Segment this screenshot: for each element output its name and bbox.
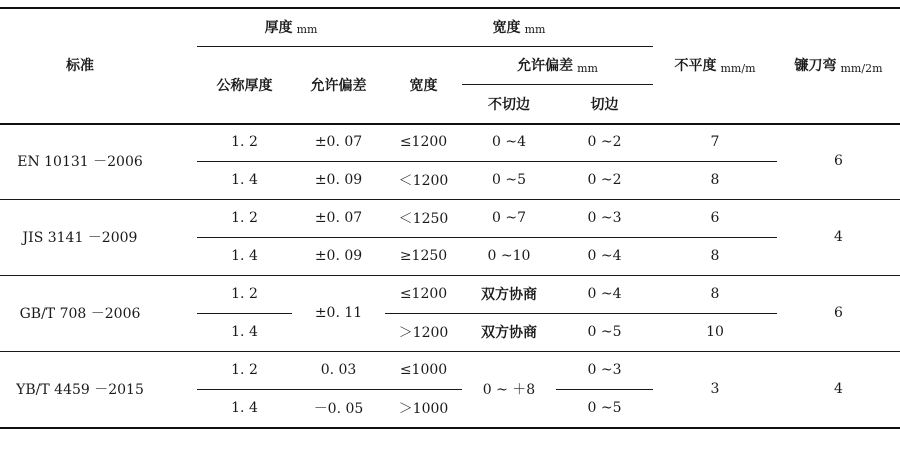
yb-cut-2: 0 ~5 bbox=[587, 400, 622, 416]
yb-cut-1: 0 ~3 bbox=[587, 362, 622, 378]
en-cut-2: 0 ~2 bbox=[587, 172, 622, 188]
table-bottom-rule bbox=[0, 427, 900, 429]
en-tolerance-1: ±0. 07 bbox=[314, 134, 363, 150]
header-cut-edge: 切边 bbox=[590, 96, 619, 113]
jis-flatness-2: 8 bbox=[710, 248, 720, 264]
en-standard: EN 10131 －2006 bbox=[17, 154, 143, 170]
yb-tolerance-1: 0. 03 bbox=[320, 362, 357, 378]
jis-thickness-2: 1. 4 bbox=[231, 248, 258, 264]
header-width: 宽度 bbox=[409, 77, 438, 94]
gb-camber: 6 bbox=[834, 305, 843, 321]
yb-thickness-1: 1. 2 bbox=[231, 362, 258, 378]
gb-thickness-2: 1. 4 bbox=[231, 324, 258, 340]
header-thickness-unit: mm bbox=[296, 23, 318, 36]
header-standard: 标准 bbox=[66, 58, 94, 74]
yb-tolerance-2: －0. 05 bbox=[313, 401, 364, 417]
en-width-1: ≤1200 bbox=[399, 134, 448, 150]
gb-width-1: ≤1200 bbox=[399, 286, 448, 302]
header-nominal-thickness: 公称厚度 bbox=[216, 77, 273, 94]
header-width-tolerance bbox=[462, 46, 653, 84]
en-thickness-2: 1. 4 bbox=[231, 172, 258, 188]
header-width-group-unit: mm bbox=[524, 23, 546, 36]
yb-standard: YB/T 4459 －2015 bbox=[16, 382, 144, 398]
yb-width-2: ＞1000 bbox=[398, 401, 449, 417]
header-thickness-label: 厚度 bbox=[264, 19, 293, 36]
en-flatness-1: 7 bbox=[710, 134, 720, 150]
en-flatness-2: 8 bbox=[710, 172, 720, 188]
jis-camber: 4 bbox=[834, 229, 843, 245]
header-width-tolerance-label: 允许偏差 bbox=[517, 58, 574, 74]
jis-uncut-2: 0 ~10 bbox=[487, 248, 531, 264]
en-uncut-2: 0 ~5 bbox=[492, 172, 526, 188]
gb-cut-2: 0 ~5 bbox=[587, 324, 622, 340]
gb-standard: GB/T 708 －2006 bbox=[19, 306, 141, 322]
jis-cut-1: 0 ~3 bbox=[587, 210, 622, 226]
header-camber-unit: mm/2m bbox=[840, 61, 883, 75]
jis-standard: JIS 3141 －2009 bbox=[22, 230, 138, 246]
yb-camber: 4 bbox=[834, 381, 843, 397]
gb-width-2: ＞1200 bbox=[398, 325, 449, 341]
jis-flatness-1: 6 bbox=[710, 210, 720, 226]
jis-tolerance-1: ±0. 07 bbox=[314, 210, 363, 226]
gb-uncut-2: 双方协商 bbox=[481, 325, 537, 341]
en-thickness-1: 1. 2 bbox=[231, 134, 258, 150]
jis-cut-2: 0 ~4 bbox=[587, 248, 622, 264]
header-thickness-tolerance: 允许偏差 bbox=[310, 77, 367, 94]
header-width-group-label: 宽度 bbox=[492, 19, 521, 36]
header-camber-label: 镰刀弯 bbox=[794, 58, 837, 74]
gb-thickness-1: 1. 2 bbox=[231, 286, 258, 302]
jis-tolerance-2: ±0. 09 bbox=[314, 248, 363, 264]
header-width-tolerance-unit: mm bbox=[577, 61, 598, 75]
en-cut-1: 0 ~2 bbox=[587, 134, 622, 150]
header-flatness-label: 不平度 bbox=[674, 58, 717, 74]
yb-flatness: 3 bbox=[710, 381, 720, 397]
gb-uncut-1: 双方协商 bbox=[481, 287, 537, 303]
gb-cut-1: 0 ~4 bbox=[587, 286, 622, 302]
yb-width-1: ≤1000 bbox=[399, 362, 448, 378]
header-flatness-unit: mm/m bbox=[720, 61, 756, 75]
en-camber: 6 bbox=[834, 153, 843, 169]
header-width-group bbox=[385, 7, 653, 46]
header-thickness bbox=[197, 7, 385, 46]
jis-thickness-1: 1. 2 bbox=[231, 210, 258, 226]
header-uncut-edge: 不切边 bbox=[488, 96, 530, 113]
jis-uncut-1: 0 ~7 bbox=[492, 210, 526, 226]
header-flatness bbox=[653, 7, 777, 123]
gb-tolerance: ±0. 11 bbox=[314, 305, 363, 321]
jis-width-2: ≥1250 bbox=[399, 248, 448, 264]
yb-thickness-2: 1. 4 bbox=[231, 400, 258, 416]
en-tolerance-2: ±0. 09 bbox=[314, 172, 363, 188]
header-camber bbox=[777, 7, 900, 123]
gb-flatness-1: 8 bbox=[710, 286, 720, 302]
jis-width-1: ＜1250 bbox=[398, 211, 449, 227]
yb-uncut: 0 ~ ＋8 bbox=[482, 382, 536, 398]
en-uncut-1: 0 ~4 bbox=[492, 134, 526, 150]
gb-flatness-2: 10 bbox=[706, 324, 724, 340]
en-width-2: ＜1200 bbox=[398, 173, 449, 189]
